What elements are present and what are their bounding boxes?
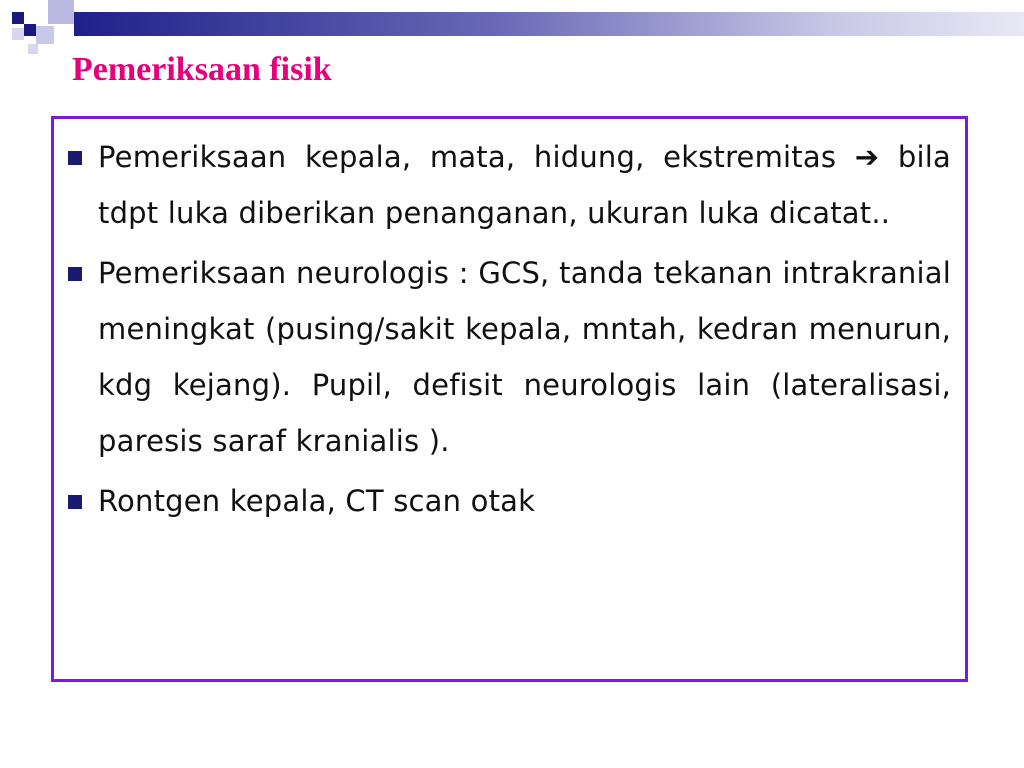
bullet-text: Pemeriksaan kepala, mata, hidung, ekstremitas ➔ bila tdpt luka diberikan penanganan, ukuran luka dicatat.. [98,140,951,230]
bullet-text: Pemeriksaan neurologis : GCS, tanda tekanan intrakranial meningkat (pusing/sakit kepala, mntah, kedran menurun, kdg kejang). Pupil, defisit neurologis lain (lateralisasi, paresis saraf kranialis ). [98,256,951,458]
bullet-item [68,129,955,241]
decor-square [24,24,36,36]
bullet-item [68,245,955,469]
bullet-list [54,119,965,529]
bullet-text: Rontgen kepala, CT scan otak [98,484,536,518]
content-box [51,116,968,682]
square-bullet-icon [68,267,82,281]
square-bullet-icon [68,151,82,165]
header-gradient-bar [74,12,1024,36]
square-bullet-icon [68,495,82,509]
slide-title: Pemeriksaan fisik [72,51,332,88]
decor-square [48,0,74,24]
decor-square [36,26,54,44]
decor-square [12,12,24,24]
decor-square [12,28,24,40]
decor-square [28,44,38,54]
bullet-item [68,473,955,529]
